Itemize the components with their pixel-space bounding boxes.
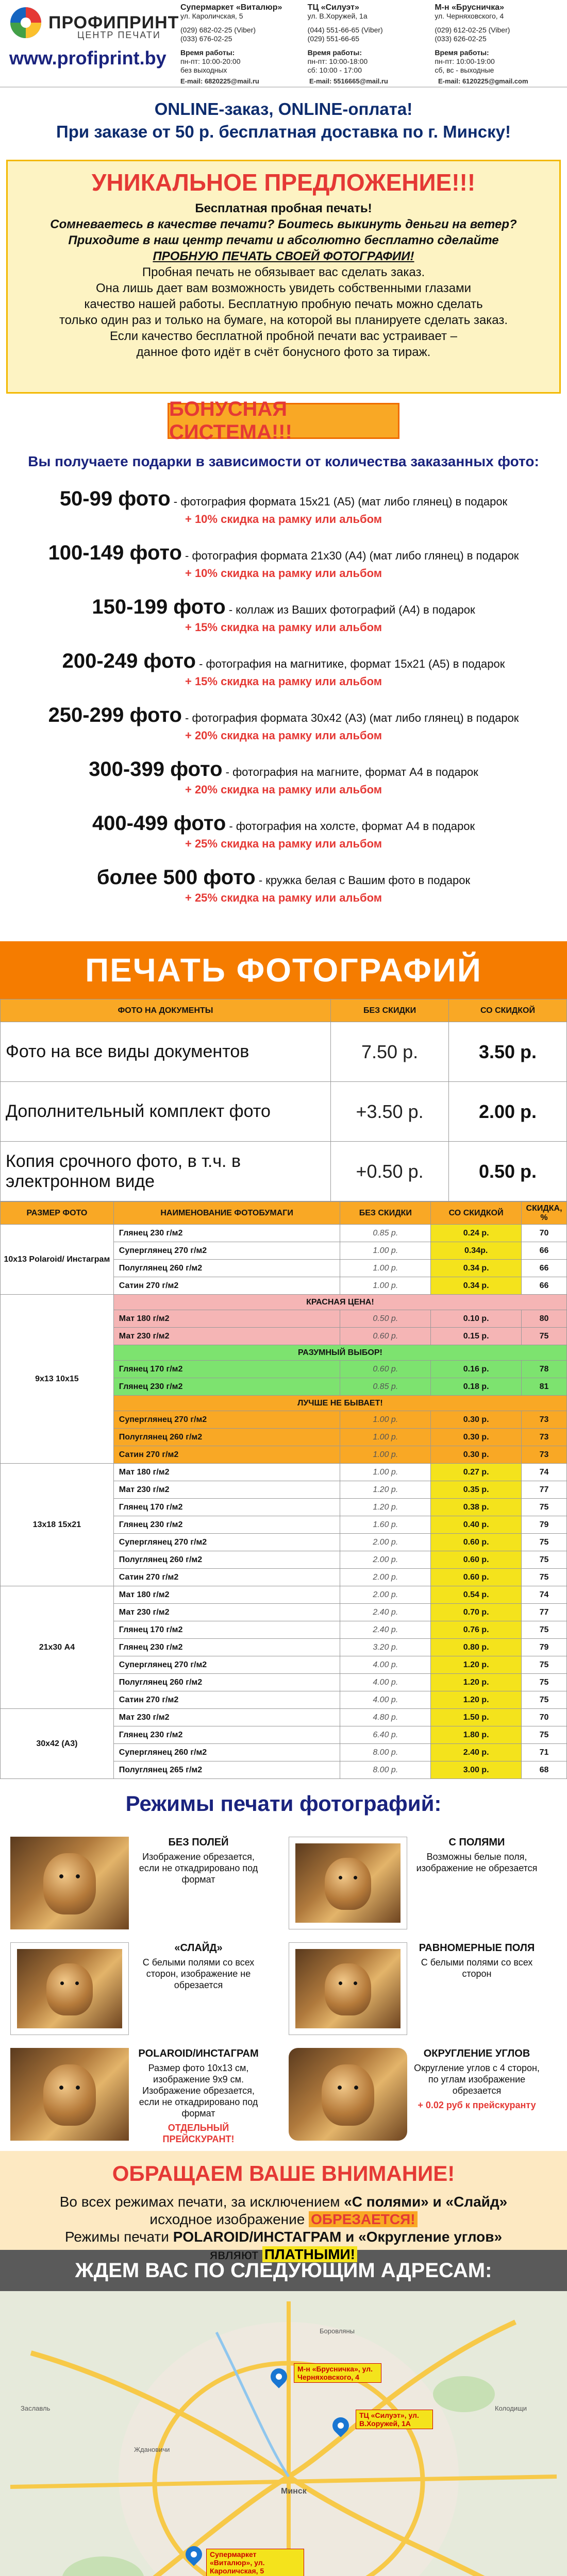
online-order-banner: ONLINE-заказ, ONLINE-оплата! При заказе от 50 р. бесплатная доставка по г. Минску! — [56, 99, 511, 141]
price-row: Мат 230 г/м2 2.40 р. 0.70 р. 77 — [1, 1604, 567, 1621]
bonus-tier: 200-249 фото - фотография на магнитике, формат 15х21 (А5) в подарок + 15% скидка на рамку или альбом — [62, 650, 505, 688]
price-row: Глянец 230 г/м2 3.20 р. 0.80 р. 79 — [1, 1639, 567, 1656]
price-row: 13х18 15х21 Мат 180 г/м2 1.00 р. 0.27 р. 74 — [1, 1464, 567, 1481]
bonus-tier: 150-199 фото - коллаж из Ваших фотографий (А4) в подарок + 15% скидка на рамку или альбом — [92, 596, 475, 634]
price-row: Полуглянец 260 г/м2 2.00 р. 0.60 р. 75 — [1, 1551, 567, 1569]
print-mode-card: «СЛАЙД» С белыми полями со всех сторон, изображение не обрезается — [10, 1937, 268, 2045]
sample-photo — [10, 1837, 129, 1929]
size-label: 30х42 (А3) — [1, 1709, 114, 1779]
bonus-tier: более 500 фото - кружка белая с Вашим фото в подарок + 25% скидка на рамку или альбом — [96, 866, 471, 904]
print-mode-card: С ПОЛЯМИ Возможны белые поля, изображение не обрезается — [289, 1832, 546, 1940]
print-mode-card: РАВНОМЕРНЫЕ ПОЛЯ С белыми полями со всех сторон — [289, 1937, 546, 2045]
phone-link[interactable]: (033) 626-02-25 — [435, 35, 487, 43]
bonus-tier: 100-149 фото - фотография формата 21х30 (А4) (мат либо глянец) в подарок + 10% скидка на рамку или альбом — [48, 541, 519, 580]
location-brusnichka: М-н «Брусничка» ул. Черняховского, 4 (029) 612-02-25 (Viber) (033) 626-02-25 Время работы: пн-пт: 10:00-19:00 сб, вс - выходные — [435, 3, 562, 75]
sample-photo — [10, 2048, 129, 2141]
price-row: 10х13 Polaroid/ Инстаграм Глянец 230 г/м2 0.85 р. 0.24 р. 70 — [1, 1225, 567, 1242]
docs-price-table: ФОТО НА ДОКУМЕНТЫ БЕЗ СКИДКИ СО СКИДКОЙ Фото на все виды документов 7.50 р. 3.50 р. Дополнительный комплект фото +3.50 р. 2.00 р. Копия срочного фото, в т.ч. в электронном виде +0.50 р. 0.50 р. — [0, 999, 567, 1201]
price-row: Суперглянец 260 г/м2 8.00 р. 2.40 р. 71 — [1, 1744, 567, 1761]
price-row: Мат 180 г/м2 0.50 р. 0.10 р. 80 — [1, 1310, 567, 1328]
price-row: Суперглянец 270 г/м2 4.00 р. 1.20 р. 75 — [1, 1656, 567, 1674]
map-pin-label: ТЦ «Силуэт», ул. В.Хоружей, 1А — [356, 2410, 433, 2429]
brand-name: ПРОФИПРИНТ — [48, 12, 179, 32]
phone-link[interactable]: (029) 612-02-25 (Viber) — [435, 26, 510, 34]
phone-link[interactable]: (044) 551-66-65 (Viber) — [307, 26, 383, 34]
bonus-title: БОНУСНАЯ СИСТЕМА!!! — [168, 403, 399, 439]
brand-tagline: ЦЕНТР ПЕЧАТИ — [77, 30, 161, 40]
email-link[interactable]: E-mail: 5516665@mail.ru — [309, 77, 388, 85]
map-town-label: Боровляны — [320, 2327, 355, 2335]
site-url-link[interactable]: www.profiprint.by — [9, 47, 166, 69]
bonus-tier: 300-399 фото - фотография на магните, формат А4 в подарок + 20% скидка на рамку или альбом — [89, 758, 478, 796]
bonus-tier: 50-99 фото - фотография формата 15х21 (А5) (мат либо глянец) в подарок + 10% скидка на рамку или альбом — [59, 487, 508, 526]
print-mode-card: БЕЗ ПОЛЕЙ Изображение обрезается, если не откадрировано под формат — [10, 1832, 268, 1940]
map-pin-icon[interactable] — [332, 2417, 349, 2439]
price-note: РАЗУМНЫЙ ВЫБОР! — [113, 1345, 566, 1361]
price-row: Мат 230 г/м2 0.60 р. 0.15 р. 75 — [1, 1328, 567, 1345]
price-row: Глянец 230 г/м2 0.85 р. 0.18 р. 81 — [1, 1378, 567, 1396]
print-modes — [0, 1832, 567, 2151]
logo-mark-icon — [9, 6, 42, 39]
location-map[interactable] — [0, 2291, 567, 2576]
size-label: 13х18 15х21 — [1, 1464, 114, 1586]
phone-link[interactable]: (033) 676-02-25 — [180, 35, 232, 43]
photo-price-table: РАЗМЕР ФОТО НАИМЕНОВАНИЕ ФОТОБУМАГИ БЕЗ СКИДКИ СО СКИДКОЙ СКИДКА, % 10х13 Polaroid/ Инстаграм Глянец 230 г/м2 0.85 р. 0.24 р. 70 Суперглянец 270 г/м2 1.00 р. 0.34р. 66 Полуглянец 260 г/м2 1.00 р. 0.34 р. 66 Сатин 270 г/м2 1.00 р. 0.34 р. 66 9х13 10х15 КРАСНАЯ ЦЕНА! Мат 180 г/м2 0.50 р. 0.10 р. 80 Мат 230 г/м2 0.60 р. 0.15 р. 75 РАЗУМНЫЙ ВЫБОР! Глянец 170 г/м2 0.60 р. 0.16 р. 78 Глянец 230 г/м2 0.85 р. 0.18 р. 81 ЛУЧШЕ НЕ БЫВАЕТ! Суперглянец 270 г/м2 1.00 р. 0.30 р. 73 Полуглянец 260 г/м2 1.00 р. 0.30 р. 73 Сатин 270 г/м2 1.00 р. 0.30 р. 73 13х18 15х21 Мат 180 г/м2 1.00 р. 0.27 р. 74 Мат 230 г/м2 1.20 р. 0.35 р. 77 Глянец 170 г/м2 1.20 р. 0.38 р. 75 Глянец 230 г/м2 1.60 р. 0.40 р. 79 Суперглянец 270 г/м2 2.00 р. 0.60 р. 75 Полуглянец 260 г/м2 2.00 р. 0.60 р. 75 Сатин 270 г/м2 2.00 р. 0.60 р. 75 21х30 А4 Мат 180 г/м2 2.00 р. 0.54 р. 74 Мат 230 г/м2 2.40 р. 0.70 р. 77 Глянец 170 г/м2 2.40 р. 0.76 р. 75 Глянец 230 г/м2 3.20 р. 0.80 р. 79 Суперглянец 270 г/м2 4.00 р. 1.20 р. 75 Полуглянец 260 г/м2 4.00 р. 1.20 р. 75 Сатин 270 г/м2 4.00 р. 1.20 р. 75 30х42 (А3) Мат 230 г/м2 4.80 р. 1.50 р. 70 Глянец 230 г/м2 6.40 р. 1.80 р. 75 Суперглянец 260 г/м2 8.00 р. 2.40 р. 71 Полуглянец 265 г/м2 8.00 р. 3.00 р. 68 — [0, 1201, 567, 1779]
sample-photo — [289, 1942, 407, 2035]
size-label: 9х13 10х15 — [1, 1295, 114, 1464]
sample-photo — [289, 2048, 407, 2141]
map-pin-label: Супермаркет «Виталюр», ул. Кароличская, 5 — [206, 2549, 304, 2576]
print-mode-card: POLAROID/ИНСТАГРАМ Размер фото 10х13 см, изображение 9х9 см. Изображение обрезается, если не откадрировано под формат ОТДЕЛЬНЫЙ ПРЕЙСКУРАНТ! — [10, 2043, 268, 2151]
map-pin-label: М-н «Брусничка», ул. Черняховского, 4 — [294, 2363, 381, 2383]
price-row: Полуглянец 260 г/м2 1.00 р. 0.30 р. 73 — [1, 1429, 567, 1446]
price-row: Полуглянец 265 г/м2 8.00 р. 3.00 р. 68 — [1, 1761, 567, 1779]
location-vitalur: Супермаркет «Виталюр» ул. Кароличская, 5 (029) 682-02-25 (Viber) (033) 676-02-25 Время работы: пн-пт: 10:00-20:00 без выходных — [180, 3, 308, 75]
price-row: Глянец 170 г/м2 2.40 р. 0.76 р. 75 — [1, 1621, 567, 1639]
addresses-title: ЖДЕМ ВАС ПО СЛЕДУЮЩИМ АДРЕСАМ: — [0, 2250, 567, 2291]
map-pin-icon[interactable] — [271, 2368, 287, 2390]
price-row: 21х30 А4 Мат 180 г/м2 2.00 р. 0.54 р. 74 — [1, 1586, 567, 1604]
size-label: 10х13 Polaroid/ Инстаграм — [1, 1225, 114, 1295]
map-background — [0, 2291, 567, 2576]
unique-offer-box: УНИКАЛЬНОЕ ПРЕДЛОЖЕНИЕ!!! Бесплатная пробная печать! Сомневаетесь в качестве печати? Боитесь выкинуть деньги на ветер? Приходите в наш центр печати и абсолютно бесплатно сделайте ПРОБНУЮ ПЕЧАТЬ СВОЕЙ ФОТОГРАФИИ! Пробная печать не обязывает вас сделать заказ. Она лишь дает вам возможность увидеть собственными глазами качество нашей работы. Бесплатную пробную печать можно сделать только один раз и только на бумаге, на которой вы планируете сделать заказ. Если качество бесплатной пробной печати вас устраивает – данное фото идёт в счёт бонусного фото за тираж. — [6, 160, 561, 394]
sample-photo — [289, 1837, 407, 1929]
map-town-label: Ждановичи — [134, 2446, 170, 2453]
email-link[interactable]: E-mail: 6820225@mail.ru — [180, 77, 259, 85]
print-section-title: ПЕЧАТЬ ФОТОГРАФИЙ — [0, 941, 567, 999]
price-row: Глянец 230 г/м2 1.60 р. 0.40 р. 79 — [1, 1516, 567, 1534]
phone-link[interactable]: (029) 551-66-65 — [307, 35, 360, 43]
map-pin-icon[interactable] — [186, 2546, 202, 2568]
price-row: Глянец 170 г/м2 1.20 р. 0.38 р. 75 — [1, 1499, 567, 1516]
price-row: Глянец 170 г/м2 0.60 р. 0.16 р. 78 — [1, 1361, 567, 1378]
bonus-subtitle: Вы получаете подарки в зависимости от количества заказанных фото: — [28, 453, 539, 469]
bonus-system — [6, 398, 561, 941]
price-row: 30х42 (А3) Мат 230 г/м2 4.80 р. 1.50 р. 70 — [1, 1709, 567, 1726]
modes-title: Режимы печати фотографий: — [125, 1791, 442, 1816]
page-header — [0, 0, 567, 88]
phone-link[interactable]: (029) 682-02-25 (Viber) — [180, 26, 256, 34]
price-note: ЛУЧШЕ НЕ БЫВАЕТ! — [113, 1396, 566, 1411]
price-row: Сатин 270 г/м2 1.00 р. 0.30 р. 73 — [1, 1446, 567, 1464]
price-row: Суперглянец 270 г/м2 1.00 р. 0.34р. 66 — [1, 1242, 567, 1260]
price-row: Суперглянец 270 г/м2 1.00 р. 0.30 р. 73 — [1, 1411, 567, 1429]
attention-box: ОБРАЩАЕМ ВАШЕ ВНИМАНИЕ! Во всех режимах печати, за исключением «С полями» и «Слайд» исходное изображение ОБРЕЗАЕТСЯ! Режимы печати POLAROID/ИНСТАГРАМ и «Округление углов» — [0, 2151, 567, 2250]
email-link[interactable]: E-mail: 6120225@gmail.com — [438, 77, 528, 85]
price-row: Полуглянец 260 г/м2 4.00 р. 1.20 р. 75 — [1, 1674, 567, 1691]
map-town-label: Колодищи — [495, 2404, 527, 2412]
unique-offer-title: УНИКАЛЬНОЕ ПРЕДЛОЖЕНИЕ!!! — [91, 169, 476, 196]
price-row: Сатин 270 г/м2 4.00 р. 1.20 р. 75 — [1, 1691, 567, 1709]
sample-photo — [10, 1942, 129, 2035]
price-row: Полуглянец 260 г/м2 1.00 р. 0.34 р. 66 — [1, 1260, 567, 1277]
price-row: Мат 230 г/м2 1.20 р. 0.35 р. 77 — [1, 1481, 567, 1499]
price-row: Сатин 270 г/м2 2.00 р. 0.60 р. 75 — [1, 1569, 567, 1586]
price-row: Суперглянец 270 г/м2 2.00 р. 0.60 р. 75 — [1, 1534, 567, 1551]
print-mode-card: ОКРУГЛЕНИЕ УГЛОВ Округление углов с 4 сторон, по углам изображение обрезается + 0.02 руб к прейскуранту — [289, 2043, 546, 2151]
price-row: Глянец 230 г/м2 6.40 р. 1.80 р. 75 — [1, 1726, 567, 1744]
bonus-tier: 400-499 фото - фотография на холсте, формат А4 в подарок + 25% скидка на рамку или альбом — [92, 812, 475, 850]
price-note: КРАСНАЯ ЦЕНА! — [113, 1295, 566, 1310]
price-row: Сатин 270 г/м2 1.00 р. 0.34 р. 66 — [1, 1277, 567, 1295]
size-label: 21х30 А4 — [1, 1586, 114, 1709]
map-town-label: Заславль — [21, 2404, 51, 2412]
map-city-label: Минск — [281, 2487, 307, 2496]
bonus-tier: 250-299 фото - фотография формата 30х42 (А3) (мат либо глянец) в подарок + 20% скидка на рамку или альбом — [48, 704, 519, 742]
location-siluet: ТЦ «Силуэт» ул. В.Хоружей, 1а (044) 551-66-65 (Viber) (029) 551-66-65 Время работы: пн-пт: 10:00-18:00 сб: 10:00 - 17:00 — [308, 3, 435, 75]
